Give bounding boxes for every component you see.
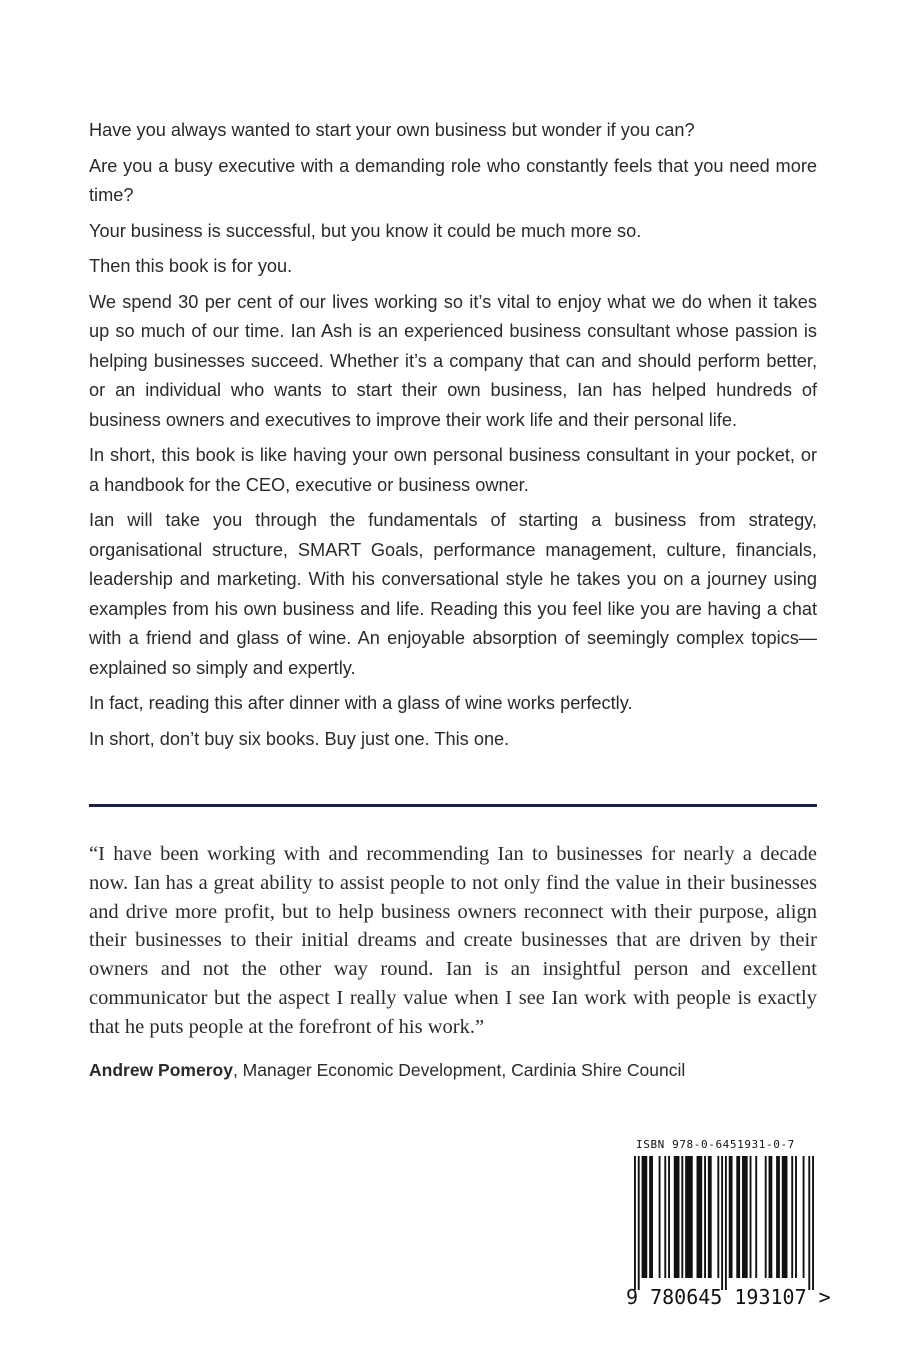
barcode-bar-19 <box>750 1156 752 1278</box>
ean-digits: 9 780645 193107 > <box>626 1285 831 1309</box>
barcode-bar-10 <box>697 1156 703 1278</box>
testimonial-author-name: Andrew Pomeroy <box>89 1060 233 1080</box>
barcode-bar-27 <box>803 1156 805 1278</box>
barcode-bar-29 <box>812 1156 814 1290</box>
testimonial-author-role: , Manager Economic Development, Cardinia Shire Council <box>232 1060 686 1080</box>
blurb-paragraph-4: Then this book is for you. <box>89 256 293 276</box>
blurb-paragraph-1: Have you always wanted to start your own business but wonder if you can? <box>89 120 695 140</box>
section-divider <box>89 804 817 807</box>
barcode-bar-24 <box>782 1156 788 1278</box>
testimonial-attribution <box>89 1056 817 1084</box>
blurb-paragraph-3: Your business is successful, but you know it could be much more so. <box>89 220 642 241</box>
barcode-bar-21 <box>765 1156 767 1278</box>
barcode-bar-28 <box>808 1156 810 1290</box>
blurb-paragraph-2: Are you a busy executive with a demanding role who constantly feels that you need more time? <box>89 155 817 205</box>
barcode-bar-3 <box>649 1156 653 1278</box>
isbn-barcode <box>626 1136 831 1322</box>
blurb-paragraph-9: In short, don’t buy six books. Buy just one. This one. <box>89 728 510 749</box>
testimonial-quote: “I have been working with and recommending Ian to businesses for nearly a decade now. Ian has a great ability to assist people to not only find the value in their businesses and drive more profit, but to help business owners reconnect with their purpose, align their businesses to their initial dreams and create businesses that are driven by their owners and not the other way round. Ian is an insightful person and excellent communicator but the aspect I really value when I see Ian work with people is exactly that he puts people at the forefront of his work.” <box>89 843 817 1038</box>
barcode-bar-2 <box>642 1156 648 1278</box>
blurb-paragraph-8: In fact, reading this after dinner with a glass of wine works perfectly. <box>89 693 633 713</box>
barcode-bar-13 <box>717 1156 719 1278</box>
blurb-paragraph-6: In short, this book is like having your own personal business consultant in your pocket, or a handbook for the CEO, executive or business owner. <box>89 445 817 495</box>
isbn-label: ISBN 978-0-6451931-0-7 <box>636 1138 795 1151</box>
barcode-bar-14 <box>721 1156 723 1290</box>
barcode-bar-15 <box>725 1156 727 1290</box>
barcode-bar-4 <box>659 1156 661 1278</box>
blurb-paragraph-7: Ian will take you through the fundamentals of starting a business from strategy, organisational structure, SMART Goals, performance management, culture, financials, leadership and marketing. With his conversational style he takes you on a journey using examples from his own business and life. Reading this you feel like you are having a chat with a friend and glass of wine. An enjoyable absorption of seemingly complex topics—explained so simply and expertly. <box>89 510 817 678</box>
barcode-bar-9 <box>685 1156 693 1278</box>
blurb-paragraph-5: We spend 30 per cent of our lives working so it’s vital to enjoy what we do when it takes up so much of our time. Ian Ash is an experienced business consultant whose passion is helping businesses succeed. Whether it’s a company that can and should perform better, or an individual who wants to start their own business, Ian has helped hundreds of business owners and executives to improve their work life and their personal life. <box>89 291 817 430</box>
barcode-bar-16 <box>729 1156 733 1278</box>
barcode-bar-5 <box>664 1156 666 1278</box>
blurb-text <box>89 116 817 760</box>
barcode-bar-1 <box>638 1156 640 1290</box>
barcode-bar-23 <box>776 1156 780 1278</box>
barcode-bar-7 <box>674 1156 680 1278</box>
barcode-bar-18 <box>742 1156 748 1278</box>
barcode-bar-22 <box>769 1156 773 1278</box>
barcode-bars <box>634 1156 814 1290</box>
barcode-bar-25 <box>791 1156 793 1278</box>
barcode-bar-8 <box>681 1156 683 1278</box>
barcode-bar-11 <box>704 1156 706 1278</box>
barcode-bar-17 <box>736 1156 740 1278</box>
barcode-bar-12 <box>708 1156 712 1278</box>
barcode-bar-20 <box>755 1156 757 1278</box>
barcode-bar-6 <box>668 1156 670 1278</box>
barcode-bar-26 <box>795 1156 797 1278</box>
barcode-bar-0 <box>634 1156 636 1290</box>
